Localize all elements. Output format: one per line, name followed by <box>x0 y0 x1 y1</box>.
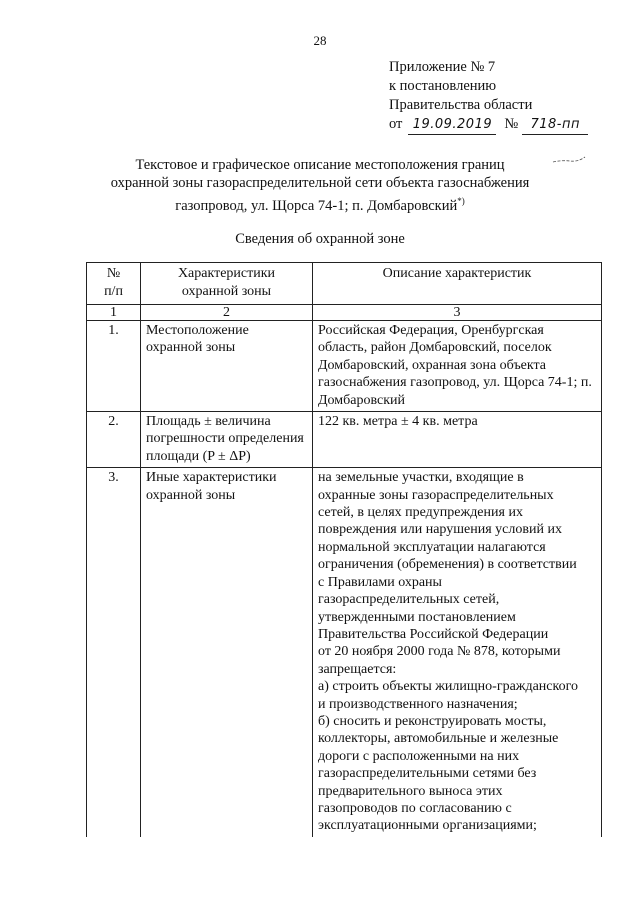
title-line-3-text: газопровод, ул. Щорса 74-1; п. Домбаровский <box>175 197 458 214</box>
description-line: газораспределительных сетей, <box>318 592 500 608</box>
description-line: газопроводов по согласованию с <box>318 800 512 816</box>
description-line: запрещается: <box>318 661 397 677</box>
description-line: повреждения или нарушения условий их <box>318 522 562 538</box>
footnote-mark: *) <box>457 196 465 206</box>
table-row <box>87 412 602 468</box>
row-number: 2. <box>87 412 141 468</box>
header-number <box>87 263 141 305</box>
pen-stroke-mark <box>552 156 586 164</box>
table-row <box>87 468 602 837</box>
header-characteristics <box>141 263 313 305</box>
row-description: Российская Федерация, Оренбургская область, район Домбаровский, поселок Домбаровский, охранная зона объекта газоснабжения газопровод, ул. Щорса 74-1; п. Домбаровский <box>313 321 602 412</box>
row-characteristic: Площадь ± величина погрешности определения площади (P ± ΔP) <box>141 412 313 468</box>
description-line: утвержденными постановлением <box>318 609 516 625</box>
header-number-text: № п/п <box>104 266 123 299</box>
appendix-date-line <box>389 115 588 135</box>
row-characteristic: Местоположение охранной зоны <box>141 321 313 412</box>
description-line: Правительства Российской Федерации <box>318 626 549 642</box>
appendix-title: Приложение № 7 <box>389 59 496 75</box>
description-line: б) сносить и реконструировать мосты, <box>318 713 547 729</box>
description-line: а) строить объекты жилищно-гражданского <box>318 679 578 695</box>
description-line: эксплуатационными организациями; <box>318 818 537 834</box>
column-number-1: 1 <box>87 305 141 321</box>
table-row <box>87 321 602 412</box>
description-line: нормальной эксплуатации налагаются <box>318 539 546 555</box>
section-subtitle: Сведения об охранной зоне <box>235 231 405 247</box>
description-line: от 20 ноября 2000 года № 878, которыми <box>318 644 561 660</box>
title-line-3 <box>0 192 640 215</box>
zone-info-table <box>86 262 602 837</box>
description-line: коллекторы, автомобильные и железные <box>318 731 559 747</box>
from-label: от <box>389 116 403 132</box>
description-line: и производственного назначения; <box>318 696 518 712</box>
header-description: Описание характеристик <box>313 263 602 305</box>
column-number-2: 2 <box>141 305 313 321</box>
description-line: дороги с расположенными на них <box>318 748 520 764</box>
header-characteristics-text: Характеристики охранной зоны <box>177 266 276 299</box>
description-line: предварительного выноса этих <box>318 783 503 799</box>
row-characteristic: Иные характеристики охранной зоны <box>141 468 313 837</box>
description-line: на земельные участки, входящие в <box>318 470 524 486</box>
row-number: 1. <box>87 321 141 412</box>
handwritten-number: 718-пп <box>522 115 588 135</box>
appendix-block <box>389 58 588 135</box>
appendix-line-resolution: к постановлению <box>389 78 497 94</box>
row-description <box>313 468 602 837</box>
handwritten-date: 19.09.2019 <box>408 115 496 135</box>
document-title <box>0 156 640 215</box>
number-sign: № <box>504 116 519 132</box>
description-line: с Правилами охраны <box>318 574 442 590</box>
description-line: охранные зоны газораспределительных <box>318 487 554 503</box>
description-line: сетей, в целях предупреждения их <box>318 505 523 521</box>
title-line-1: Текстовое и графическое описание местоположения границ <box>135 157 505 173</box>
column-number-3: 3 <box>313 305 602 321</box>
appendix-line-government: Правительства области <box>389 97 533 113</box>
page-number: 28 <box>313 33 327 48</box>
description-line: ограничения (обременения) в соответствии <box>318 557 577 573</box>
description-line: газораспределительными сетями без <box>318 766 537 782</box>
row-description: 122 кв. метра ± 4 кв. метра <box>313 412 602 468</box>
row-number: 3. <box>87 468 141 837</box>
column-numbers-row <box>87 305 602 321</box>
title-line-2: охранной зоны газораспределительной сети объекта газоснабжения <box>110 175 530 191</box>
table-header-row <box>87 263 602 305</box>
